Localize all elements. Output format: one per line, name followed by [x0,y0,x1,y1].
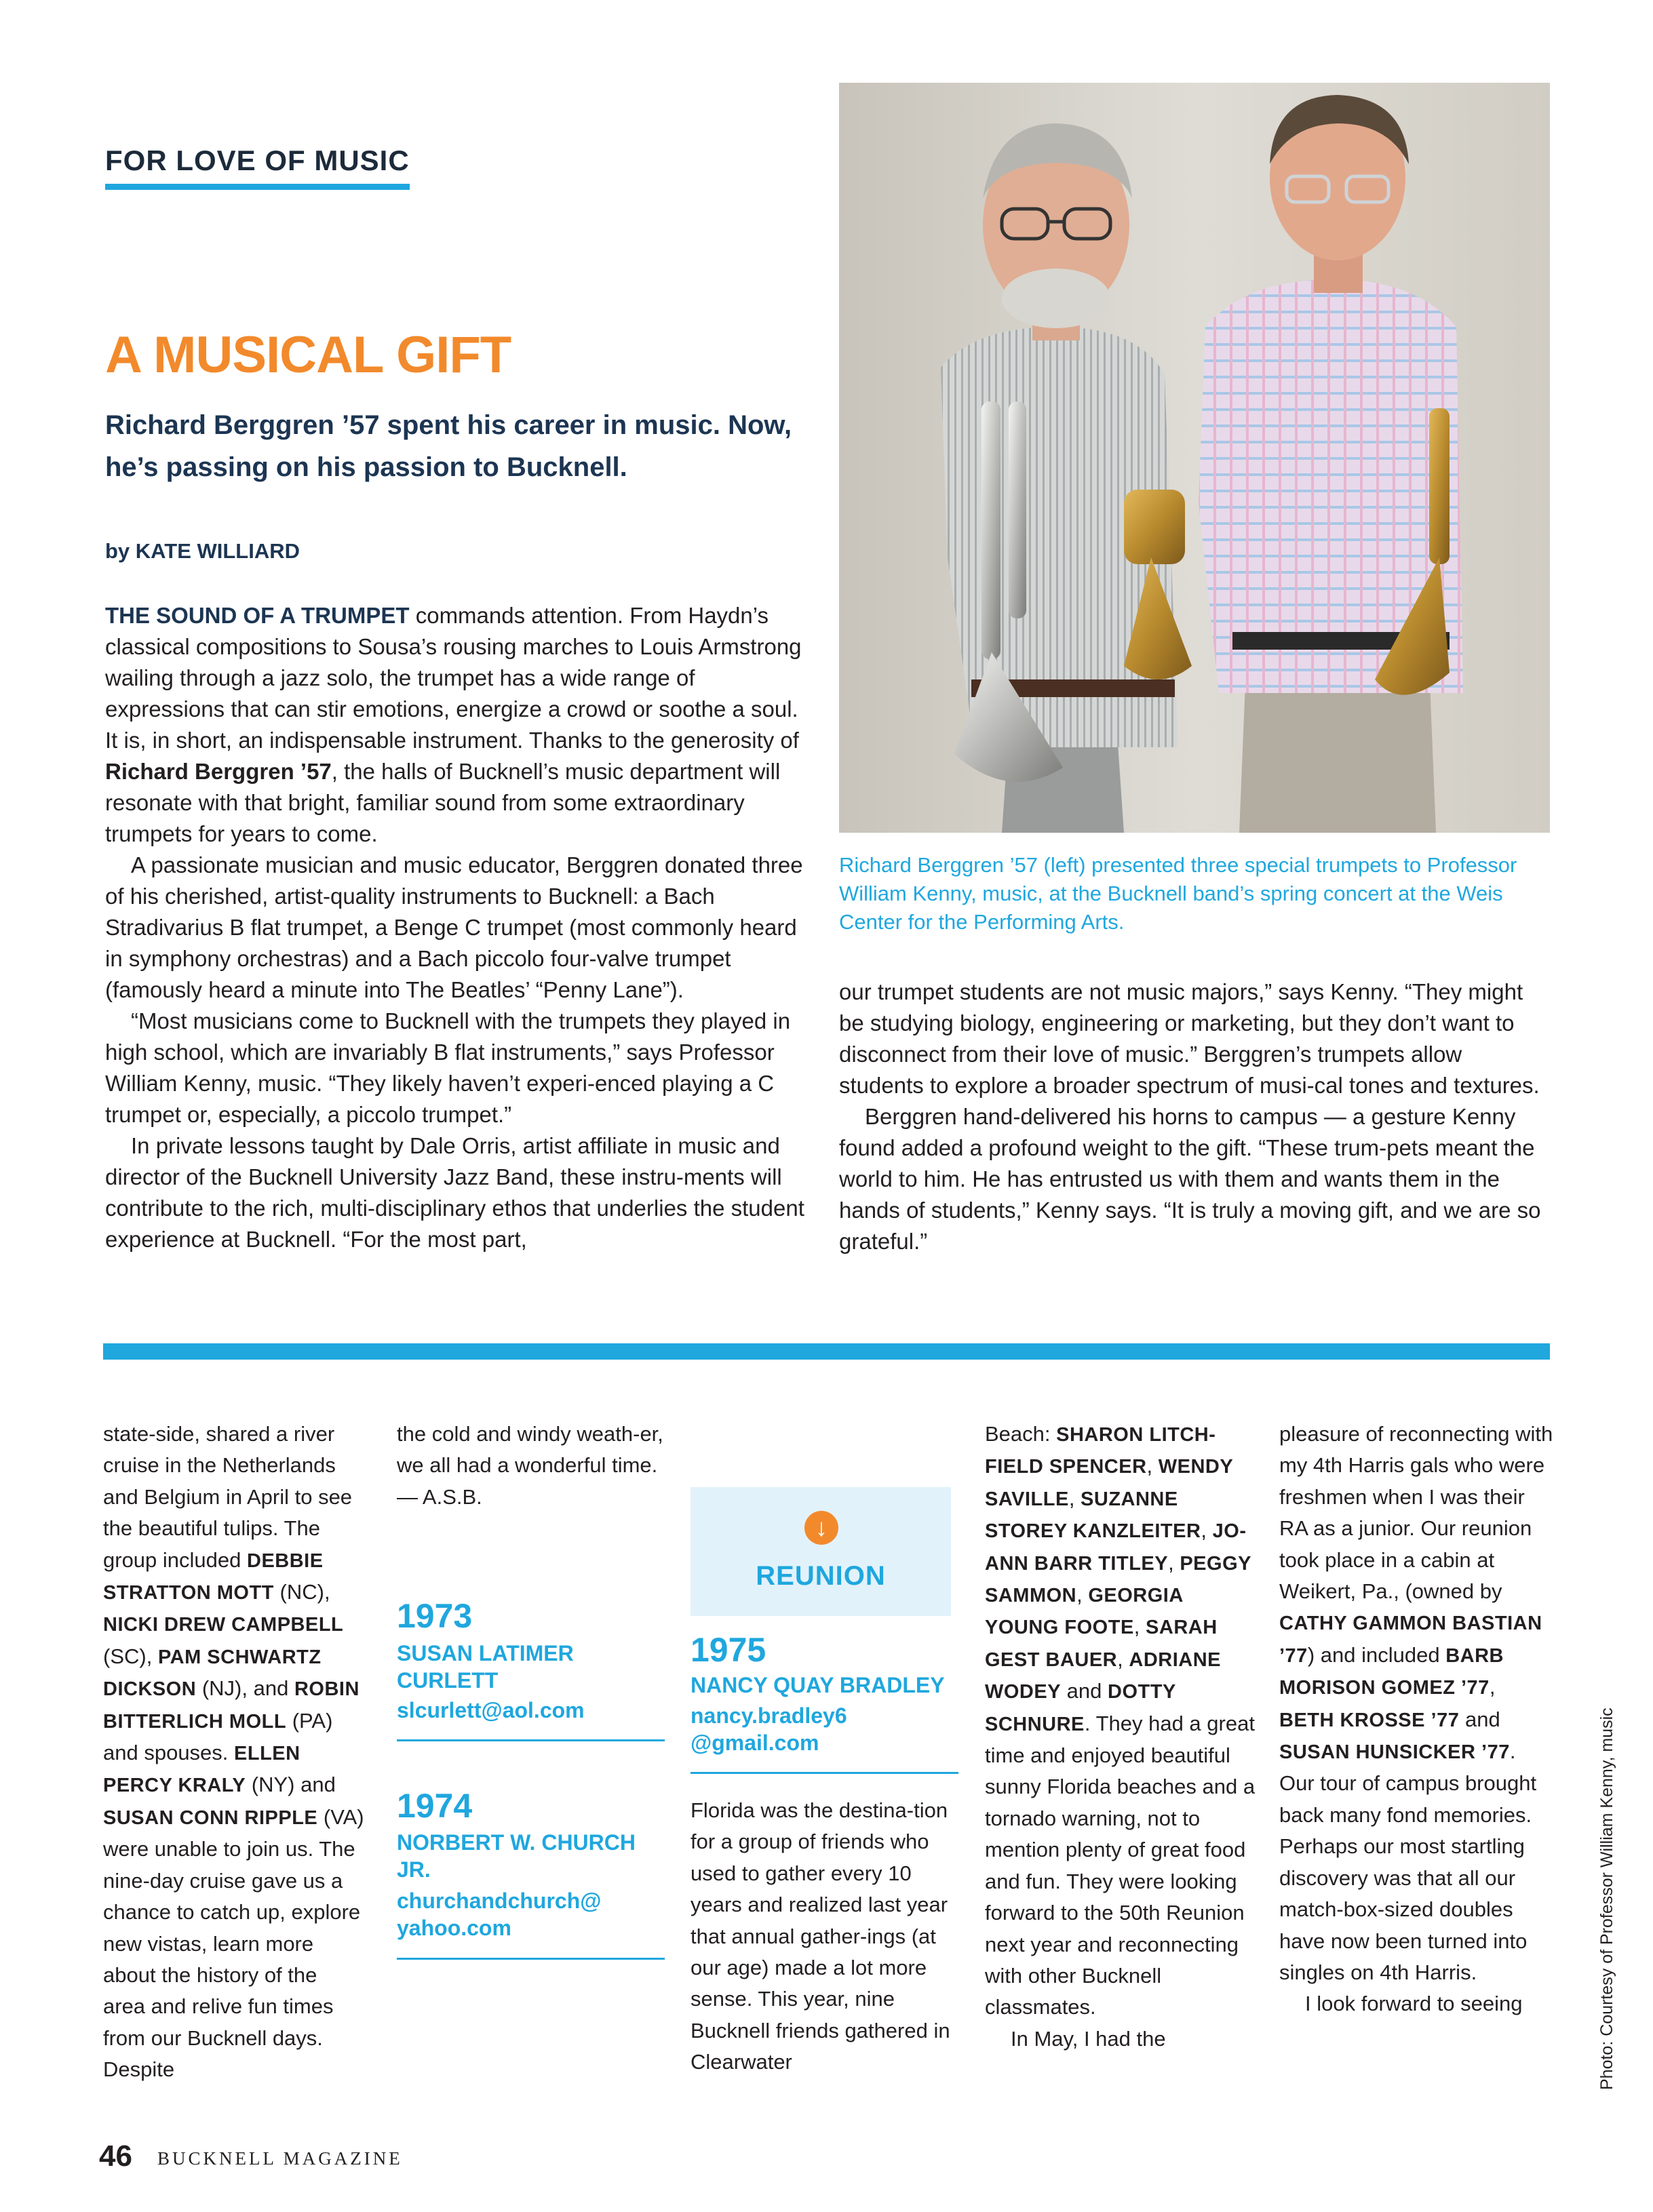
article-column-right [839,976,1544,1257]
page-number: 46 [99,2139,132,2173]
article-column-left [105,600,811,1255]
article-paragraph: our trumpet students are not music majors,” says Kenny. “They might be studying biology, engineering or marketing, but they don’t want to disconnect from their love of music.” Berggren’s trumpets allow students to explore a broader spectrum of musi-cal tones and textures. [839,979,1540,1098]
correspondent-email[interactable]: slcurlett@aol.com [397,1698,585,1722]
photo-caption: Richard Berggren ’57 (left) presented three special trumpets to Professor William Kenny, music, at the Bucknell band’s spring concert at the Weis Center for the Performing Arts. [839,853,1517,934]
article-paragraph: In private lessons taught by Dale Orris, artist affiliate in music and director of the Bucknell University Jazz Band, these instru-ments will contribute to the rich, multi-disciplinary ethos that underlies the student experience at Bucknell. “For the most part, [105,1133,804,1252]
class-notes-column-4 [985,1419,1260,2055]
alumni-name: JO-ANN BARR TITLEY [985,1520,1247,1575]
divider-rule [397,1958,665,1960]
class-note-text: state-side, shared a river cruise in the Netherlands and Belgium in April to see the beautiful tulips. The group included DEBBIE STRATTON MOTT (NC), NICKI DREW CAMPBELL (SC), PAM SCHWARTZ DICKSON (NJ), and ROBIN BITTERLICH MOLL (PA) and spouses. ELLEN PERCY KRALY (NY) and SUSAN CONN RIPPLE (VA) were unable to join us. The nine-day cruise gave us a chance to catch up, explore new vistas, learn more about the history of the area and relive fun times from our Bucknell days. Despite [103,1422,364,2082]
alumni-name: SARAH GEST BAUER [985,1617,1218,1671]
divider-rule [397,1739,665,1741]
arrow-down-icon: ↓ [804,1511,838,1545]
alumni-name: PAM SCHWARTZ DICKSON [103,1646,322,1701]
class-year-1974: 1974 [397,1787,473,1825]
class-note-text: Florida was the destina-tion for a group of friends who used to gather every 10 years and realized last year that annual gather-ings (at our age) made a lot more sense. This year, nine Bucknell friends gathered in Clearwater [691,1798,950,2074]
alumni-name: GEORGIA YOUNG FOOTE [985,1585,1183,1639]
class-note-text: Beach: SHARON LITCH-FIELD SPENCER, WENDY SAVILLE, SUZANNE STOREY KANZLEITER, JO-ANN BARR TITLEY, PEGGY SAMMON, GEORGIA YOUNG FOOTE, SARAH GEST BAUER, ADRIANE WODEY and DOTTY SCHNURE. They had a great time and enjoyed beautiful sunny Florida beaches and a tornado warning, not to mention plenty of great food and fun. They were looking forward to the 50th Reunion next year and reconnecting with other Bucknell classmates. [985,1422,1256,2019]
magazine-name: BUCKNELL MAGAZINE [157,2148,403,2169]
alumni-name: ADRIANE WODEY [985,1648,1221,1703]
article-paragraph: “Most musicians come to Bucknell with the trumpets they played in high school, which are invariably B flat instruments,” says Professor William Kenny, music. “They likely haven’t experi-enced playing a C trumpet or, especially, a piccolo trumpet.” [105,1008,791,1127]
alumni-name: ELLEN PERCY KRALY [103,1743,300,1797]
photo-illustration [839,83,1550,833]
alumni-name: SUZANNE STOREY KANZLEITER [985,1488,1201,1543]
alumni-name: DEBBIE STRATTON MOTT [103,1549,324,1604]
donor-name: Richard Berggren ’57 [105,759,332,784]
alumni-name: BETH KROSSE ’77 [1279,1709,1460,1731]
class-note-text: In May, I had the [1011,2026,1166,2051]
class-notes-column-1 [103,1419,364,2086]
alumni-name: DOTTY SCHNURE [985,1681,1176,1735]
signature: — A.S.B. [397,1484,482,1509]
alumni-name: SUSAN CONN RIPPLE [103,1806,318,1829]
class-year-1975: 1975 [691,1631,766,1669]
alumni-name: WENDY SAVILLE [985,1456,1233,1510]
article-dek: Richard Berggren ’57 spent his career in music. Now, he’s passing on his passion to Bucknell. [105,410,792,482]
article-paragraph: Berggren hand-delivered his horns to campus — a gesture Kenny found added a profound weight to the gift. “These trum-pets meant the world to him. He has entrusted us with them and wants them in the hands of students,” Kenny says. “It is truly a moving gift, and we are so grateful.” [839,1104,1541,1254]
article-photo [839,83,1550,833]
class-notes-column-3 [691,1795,962,2078]
article-paragraph: A passionate musician and music educator, Berggren donated three of his cherished, artist-quality instruments to Bucknell: a Bach Stradivarius B flat trumpet, a Benge C trumpet (most commonly heard in symphony orchestras) and a Bach piccolo four-valve trumpet (famously heard a minute into The Beatles’ “Penny Lane”). [105,852,803,1002]
section-kicker: FOR LOVE OF MUSIC [105,144,410,190]
article-headline: A MUSICAL GIFT [105,326,511,384]
class-correspondent: NANCY QUAY BRADLEY [691,1673,945,1697]
byline: by KATE WILLIARD [105,539,300,563]
class-correspondent: SUSAN LATIMER CURLETT [397,1641,574,1693]
alumni-name: NICKI DREW CAMPBELL [103,1614,344,1636]
photo-credit: Photo: Courtesy of Professor William Kenny, music [1597,1707,1616,2090]
reunion-badge [691,1487,951,1616]
lead-in: THE SOUND OF A TRUMPET [105,603,410,628]
class-year-1973: 1973 [397,1597,473,1635]
section-divider [103,1343,1550,1360]
reunion-label: REUNION [756,1561,886,1591]
alumni-name: SHARON LITCH-FIELD SPENCER [985,1424,1216,1478]
class-note-text: the cold and windy weath-er, we all had a wonderful time. [397,1422,663,1478]
alumni-name: ROBIN BITTERLICH MOLL [103,1678,359,1733]
class-note-text: pleasure of reconnecting with my 4th Harris gals who were freshmen when I was their RA as a junior. Our reunion took place in a cabin at Weikert, Pa., (owned by CATHY GAMMON BASTIAN ’77) and included BARB MORISON GOMEZ ’77, BETH KROSSE ’77 and SUSAN HUNSICKER ’77. Our tour of campus brought back many fond memories. Perhaps our most startling discovery was that all our match-box-sized doubles have now been turned into singles on 4th Harris. [1279,1422,1553,1984]
correspondent-email[interactable]: churchandchurch@ yahoo.com [397,1889,602,1940]
class-notes-column-5 [1279,1419,1554,2020]
class-notes-column-2 [397,1419,668,1513]
alumni-name: CATHY GAMMON BASTIAN ’77 [1279,1613,1542,1667]
correspondent-email[interactable]: nancy.bradley6 @gmail.com [691,1703,847,1755]
article-paragraph: THE SOUND OF A TRUMPET commands attention. From Haydn’s classical compositions to Sousa’s rousing marches to Louis Armstrong wailing through a jazz solo, the trumpet has a wide range of expressions that can stir emotions, energize a crowd or soothe a soul. It is, in short, an indispensable instrument. Thanks to the generosity of Richard Berggren ’57, the halls of Bucknell’s music department will resonate with that bright, familiar sound from some extraordinary trumpets for years to come. [105,603,802,846]
alumni-name: PEGGY SAMMON [985,1552,1251,1607]
alumni-name: SUSAN HUNSICKER ’77 [1279,1741,1510,1764]
class-note-text: I look forward to seeing [1305,1992,1523,2016]
alumni-name: BARB MORISON GOMEZ ’77 [1279,1644,1504,1699]
divider-rule [691,1772,958,1774]
class-correspondent: NORBERT W. CHURCH JR. [397,1830,636,1882]
